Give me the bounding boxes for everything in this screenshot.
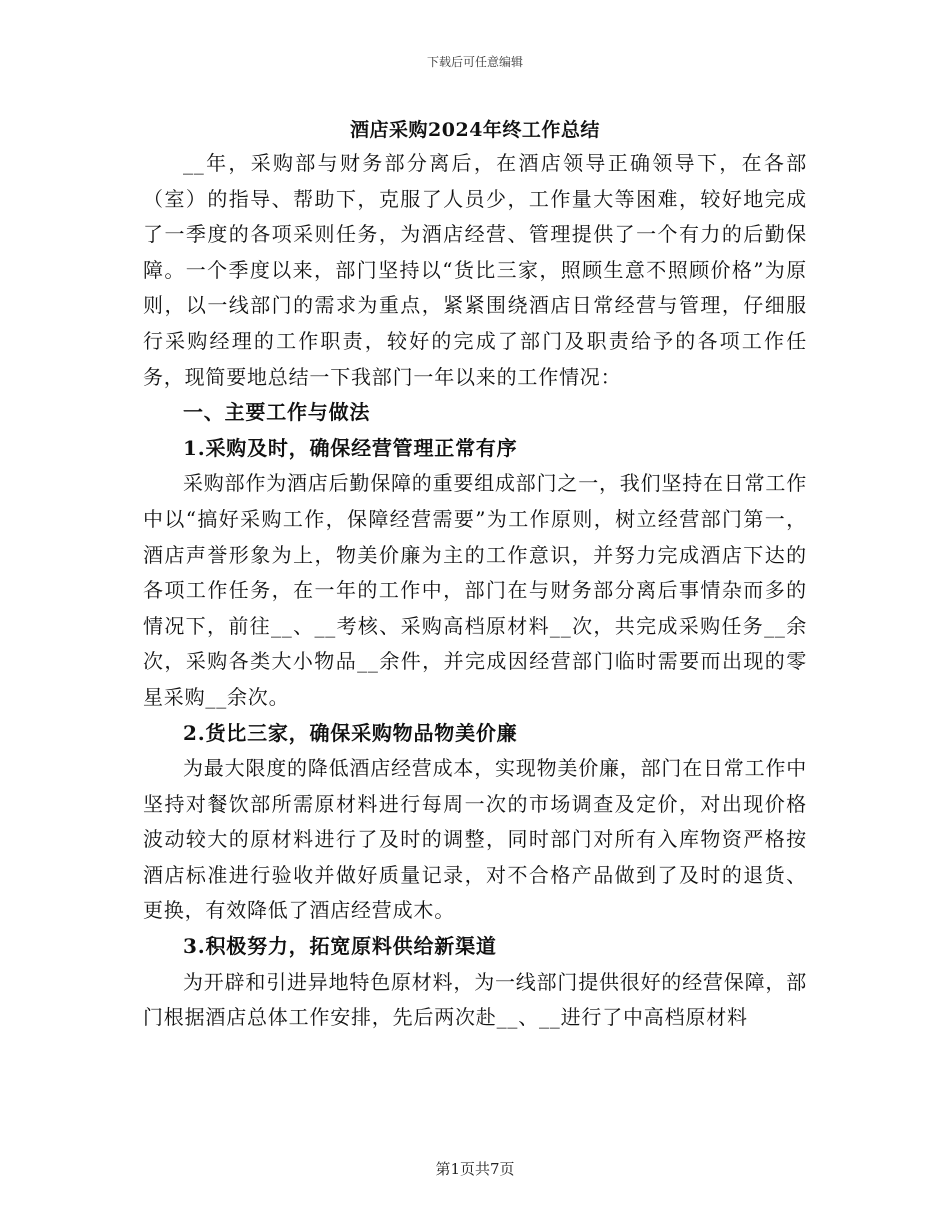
- item-heading-2: 2.货比三家，确保采购物品物美价廉: [183, 720, 518, 745]
- item-paragraph-2: 为最大限度的降低酒店经营成本，实现物美价廉，部门在日常工作中坚持对餐饮部所需原材料进行每周一次的市场调查及定价，对出现价格波动较大的原材料进行了及时的调整，同时部门对所有入库物资严格按酒店标准进行验收并做好质量记录，对不合格产品做到了及时的退货、更换，有效降低了酒店经营成木。: [143, 756, 807, 923]
- document-title: 酒店采购2024年终工作总结: [350, 119, 600, 141]
- document-body: [143, 146, 807, 1036]
- section-heading-main-work: 一、主要工作与做法: [183, 400, 371, 425]
- item-heading-1: 1.采购及时，确保经营管理正常有序: [183, 435, 518, 460]
- page-footer: 第1页共7页: [435, 1160, 515, 1178]
- item-paragraph-1: 采购部作为酒店后勤保障的重要组成部门之一，我们坚持在日常工作中以“搞好采购工作，保障经营需要”为工作原则，树立经营部门第一，酒店声誉形象为上，物美价廉为主的工作意识，并努力完成酒店下达的各项工作任务，在一年的工作中，部门在与财务部分离后事情杂而多的情况下，前往__、__考核、采购高档原材料__次，共完成采购任务__余次，采购各类大小物品__余件，并完成因经营部门临时需要而出现的零星采购__余次。: [143, 471, 807, 709]
- item-heading-3: 3.积极努力，拓宽原料供给新渠道: [183, 934, 497, 959]
- item-paragraph-3: 为开辟和引进异地特色原材料，为一线部门提供很好的经营保障，部门根据酒店总体工作安排，先后两次赴__、__进行了中高档原材料: [143, 969, 807, 1030]
- header-note: 下载后可任意编辑: [426, 55, 523, 69]
- intro-paragraph: __年，采购部与财务部分离后，在酒店领导正确领导下，在各部（室）的指导、帮助下，克服了人员少，工作量大等困难，较好地完成了一季度的各项采则任务，为酒店经营、管理提供了一个有力的后勤保障。一个季度以来，部门坚持以“货比三家，照顾生意不照顾价格”为原则，以一线部门的需求为重点，紧紧围绕酒店日常经营与管理，仔细服行采购经理的工作职责，较好的完成了部门及职责给予的各项工作任务，现简要地总结一下我部门一年以来的工作情况：: [143, 151, 807, 389]
